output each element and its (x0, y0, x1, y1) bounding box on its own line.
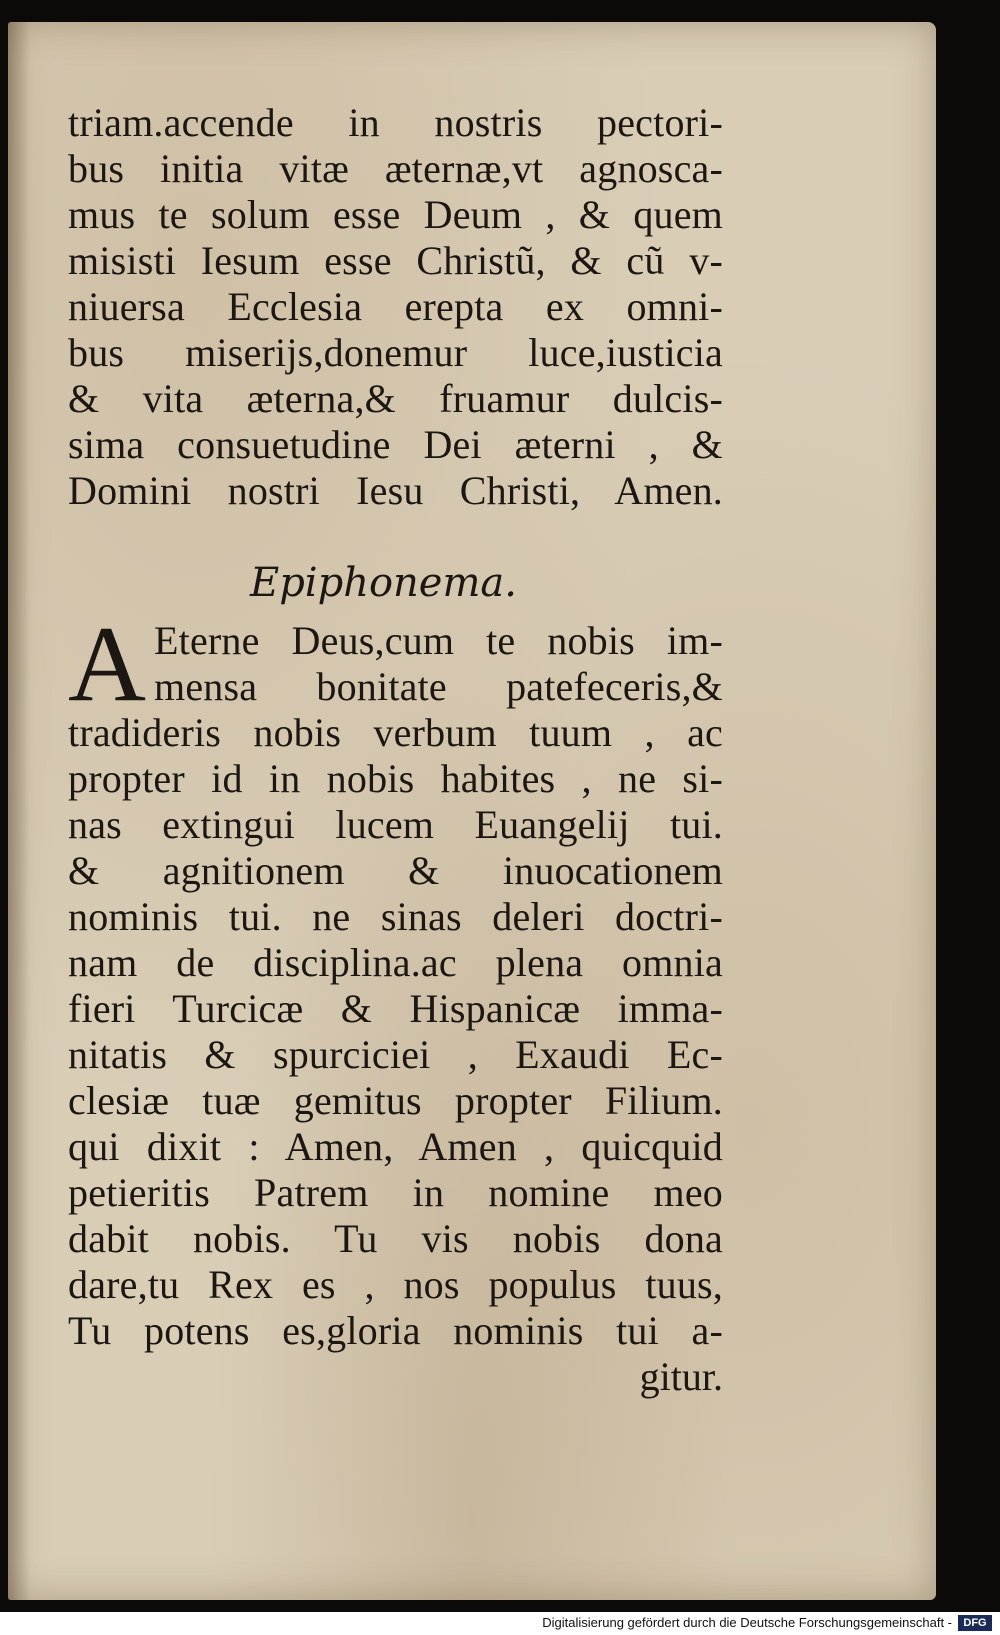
text-line: bus miserijs,donemur luce,iusticia (68, 330, 723, 375)
text-line: & agnitionem & inuocationem (68, 848, 723, 893)
top-text-block (68, 100, 723, 514)
section-heading: Epiphonema. (250, 560, 517, 606)
dfg-logo-icon: DFG (958, 1615, 992, 1631)
text-line: niuersa Ecclesia erepta ex omni- (68, 284, 723, 329)
text-line: nam de disciplina.ac plena omnia (68, 940, 723, 985)
text-line: Eterne Deus,cum te nobis im- (154, 618, 723, 663)
text-line: mensa bonitate patefeceris,& (154, 664, 723, 709)
text-line: tradideris nobis verbum tuum , ac (68, 710, 723, 755)
text-line: bus initia vitæ æternæ,vt agnosca- (68, 146, 723, 191)
text-line: misisti Iesum esse Christũ, & cũ v- (68, 238, 723, 283)
footer-bar (0, 1612, 1000, 1635)
funding-notice: Digitalisierung gefördert durch die Deutsche Forschungsgemeinschaft - (542, 1615, 952, 1630)
text-line: nas extingui lucem Euangelij tui. (68, 802, 723, 847)
text-line: fieri Turcicæ & Hispanicæ imma- (68, 986, 723, 1031)
text-line: & vita æterna,& fruamur dulcis- (68, 376, 723, 421)
text-line: Tu potens es,gloria nominis tui a- (68, 1308, 723, 1353)
text-line: sima consuetudine Dei æterni , & (68, 422, 723, 467)
text-line: dabit nobis. Tu vis nobis dona (68, 1216, 723, 1261)
text-line: petieritis Patrem in nomine meo (68, 1170, 723, 1215)
text-line: dare,tu Rex es , nos populus tuus, (68, 1262, 723, 1307)
text-line: clesiæ tuæ gemitus propter Filium. (68, 1078, 723, 1123)
page-spine-shadow (8, 22, 30, 1600)
text-line: mus te solum esse Deum , & quem (68, 192, 723, 237)
text-line: propter id in nobis habites , ne si- (68, 756, 723, 801)
text-line-final-word: gitur. (639, 1354, 723, 1399)
prayer-text-block (68, 605, 723, 1400)
text-line: nominis tui. ne sinas deleri doctri- (68, 894, 723, 939)
text-line: triam.accende in nostris pectori- (68, 100, 723, 145)
text-line: qui dixit : Amen, Amen , quicquid (68, 1124, 723, 1169)
text-line: nitatis & spurciciei , Exaudi Ec- (68, 1032, 723, 1077)
text-line: Domini nostri Iesu Christi, Amen. (68, 468, 723, 513)
drop-cap-initial: A (68, 605, 146, 724)
